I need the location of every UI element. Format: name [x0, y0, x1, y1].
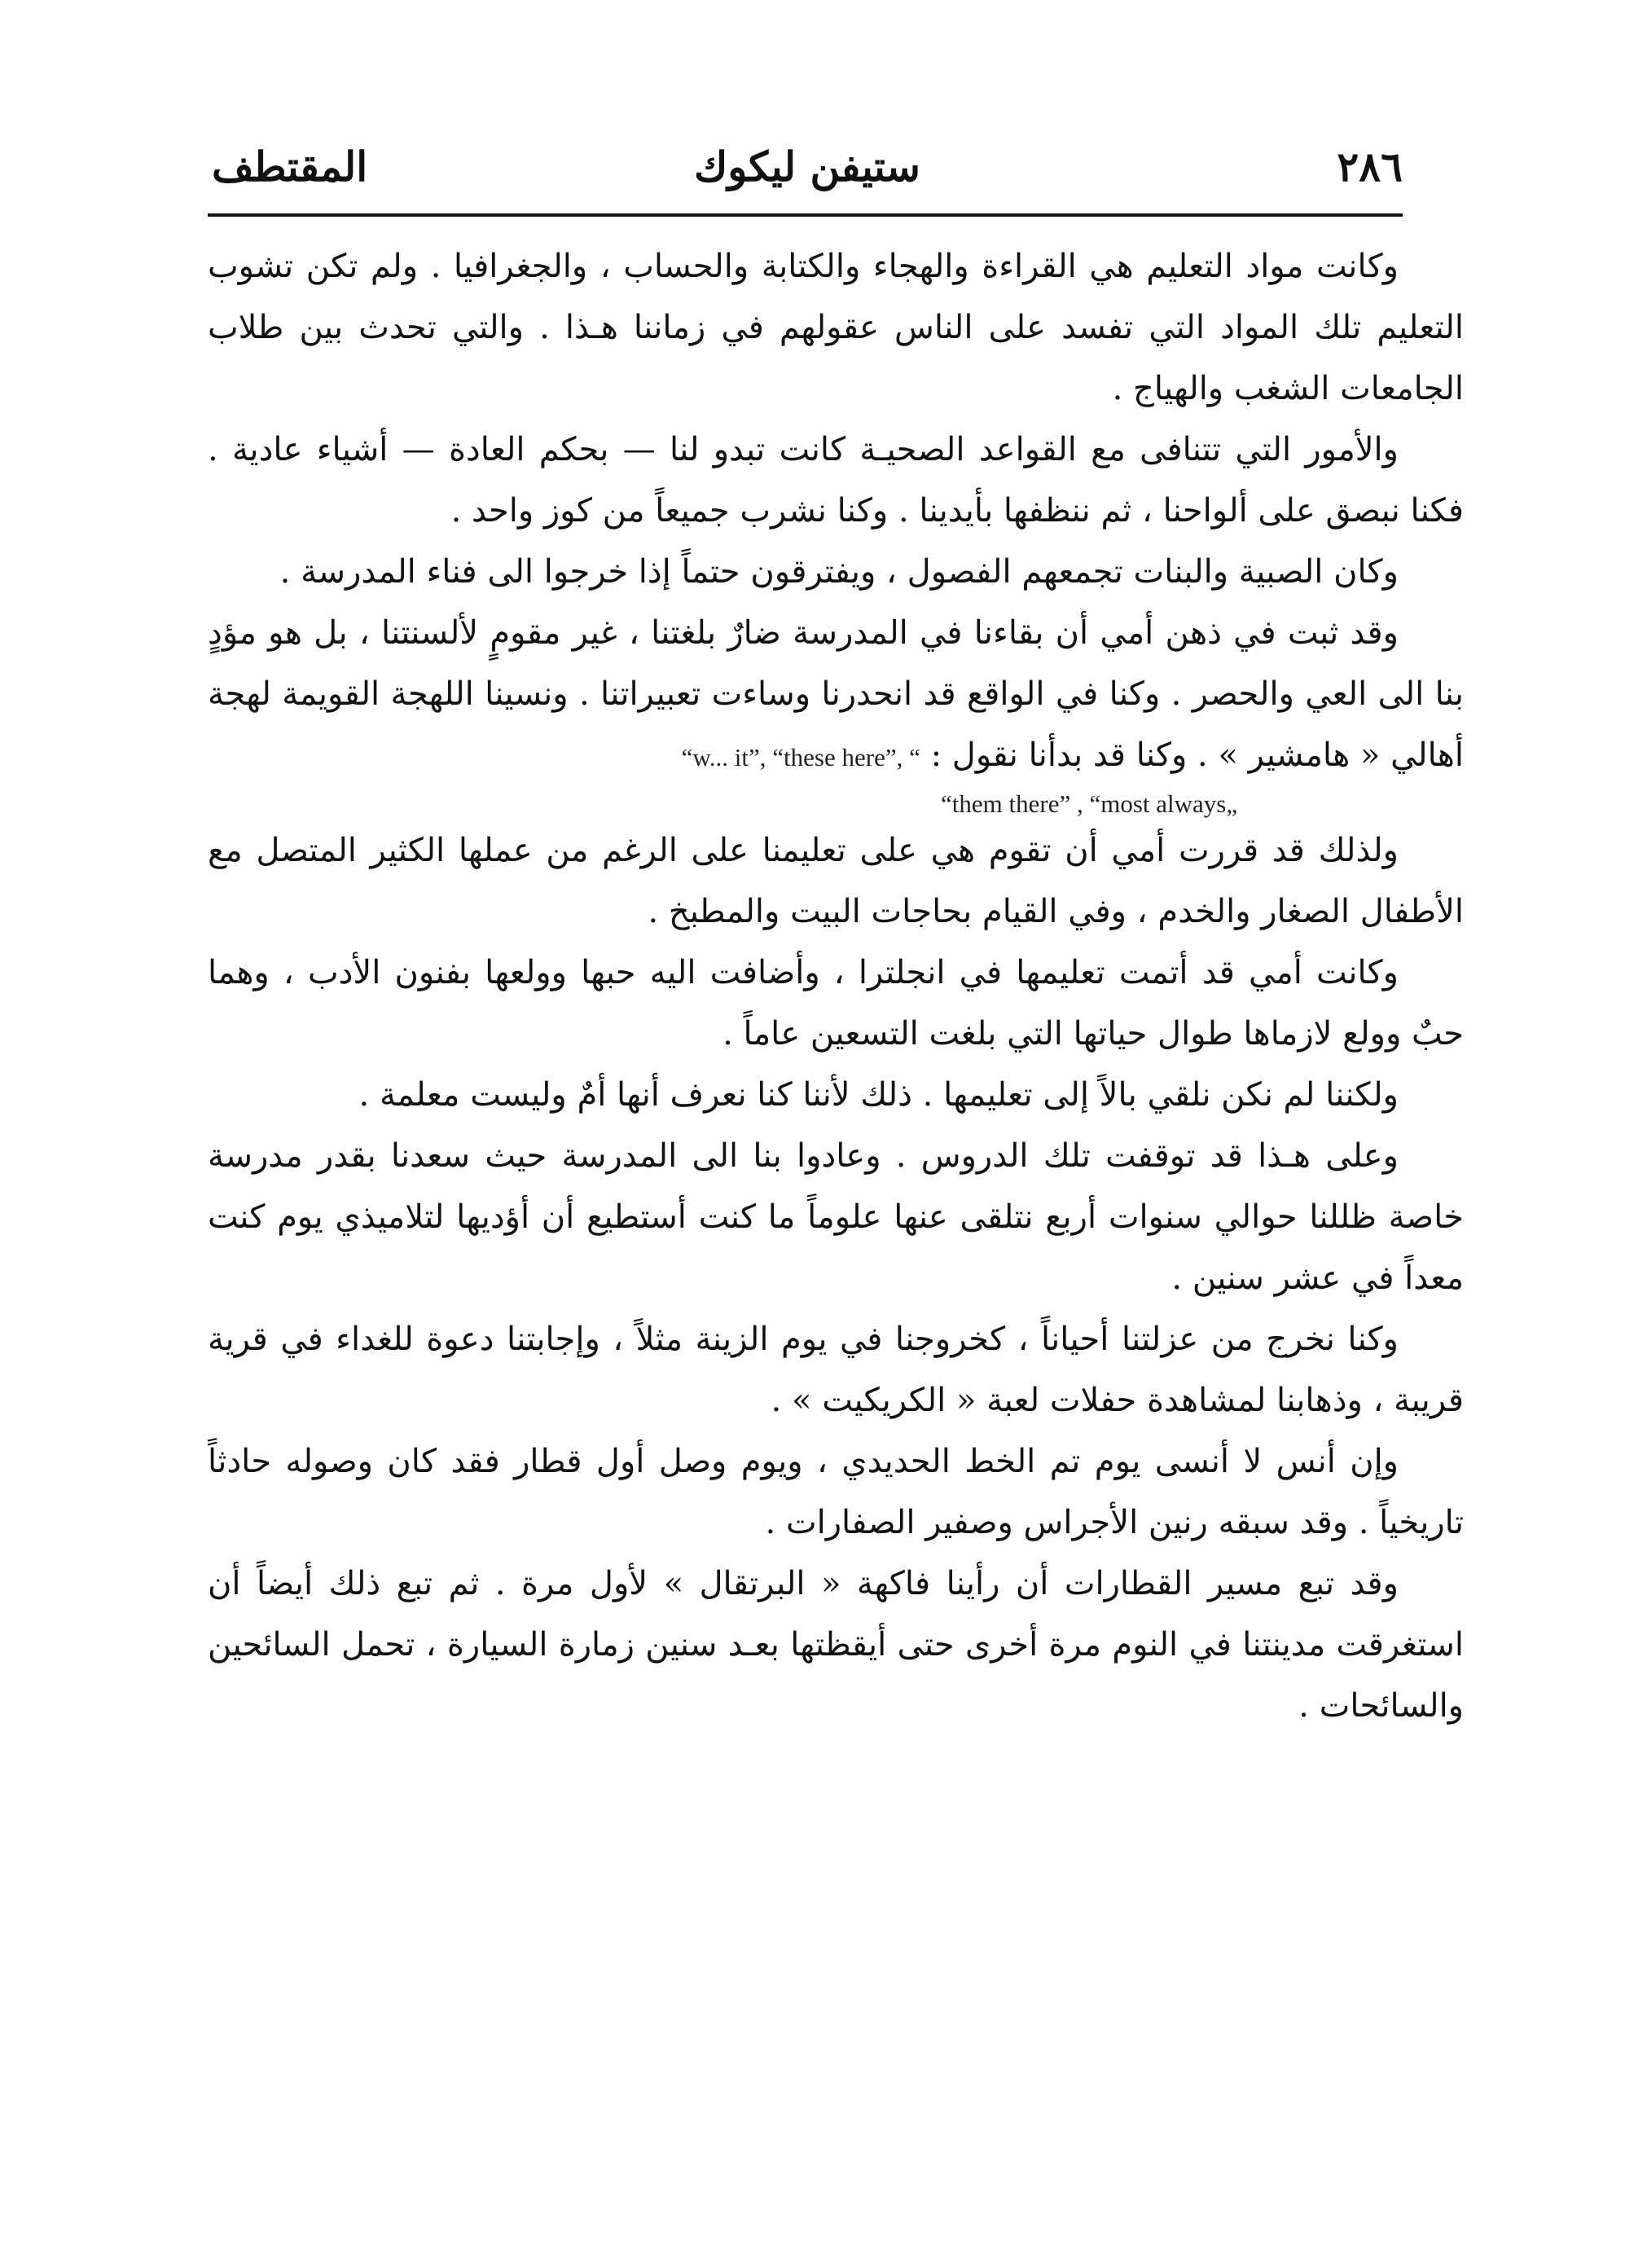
- paragraph-mother-education: وكانت أمي قد أتمت تعليمها في انجلترا ، وأضافت اليه حبها وولعها بفنون الأدب ، وهما حبٌ وولع لازماها طوال حياتها التي بلغت التسعين عاماً .: [208, 954, 1464, 1053]
- header-rule: [208, 213, 1403, 217]
- journal-name: المقتطف: [212, 143, 368, 191]
- paragraph-hygiene: والأمور التي تتنافى مع القواعد الصحيـة كانت تبدو لنا — بحكم العادة — أشياء عادية . فكنا نبصق على ألواحنا ، ثم ننظفها بأيدينا . وكنا نشرب جميعاً من كوز واحد .: [208, 431, 1464, 530]
- paragraph-language-text: وقد ثبت في ذهن أمي أن بقاءنا في المدرسة ضارٌ بلغتنا ، غير مقومٍ لألسنتنا ، بل هو مؤدٍ بنا الى العي والحصر . وكنا في الواقع قد انحدرنا وساءت تعبيراتنا . ونسينا اللهجة القويمة لهجة أهالي « هامشير » . وكنا قد بدأنا نقول :: [208, 614, 1464, 774]
- paragraph-inattention: ولكننا لم نكن نلقي بالاً إلى تعليمها . ذلك لأننا كنا نعرف أنها أمٌ وليست معلمة .: [358, 1076, 1399, 1114]
- paragraph-outings: وكنا نخرج من عزلتنا أحياناً ، كخروجنا في يوم الزينة مثلاً ، وإجابتنا دعوة للغداء في قرية قريبة ، وذهابنا لمشاهدة حفلات لعبة « الكريكيت » .: [208, 1321, 1464, 1419]
- paragraph-language: [208, 603, 1464, 788]
- paragraph-mother-teaching: ولذلك قد قررت أمي أن تقوم هي على تعليمنا على الرغم من عملها الكثير المتصل مع الأطفال الصغار والخدم ، وفي القيام بحاجات البيت والمطبخ .: [208, 832, 1464, 930]
- paragraph-oranges: وقد تبع مسير القطارات أن رأينا فاكهة « البرتقال » لأول مرة . ثم تبع ذلك أيضاً أن استغرقت مدينتنا في النوم مرة أخرى حتى أيقظتها بعـد سنين زمارة السيارة ، تحمل السائحين والسائحات .: [208, 1565, 1464, 1725]
- english-quote-line: “them there” , “most always„: [941, 789, 1238, 818]
- page-number: ٢٨٦: [1337, 143, 1403, 191]
- paragraph-railway: وإن أنس لا أنسى يوم تم الخط الحديدي ، ويوم وصل أول قطار فقد كان وصوله حادثاً تاريخياً . وقد سبقه رنين الأجراس وصفير الصفارات .: [208, 1443, 1464, 1541]
- paragraph-coeducation: وكان الصبية والبنات تجمعهم الفصول ، ويفترقون حتماً إذا خرجوا الى فناء المدرسة .: [279, 553, 1399, 591]
- running-head: [212, 138, 1403, 196]
- paragraph-curriculum: وكانت مواد التعليم هي القراءة والهجاء والكتابة والحساب ، والجغرافيا . ولم تكن تشوب التعليم تلك المواد التي تفسد على الناس عقولهم في زماننا هـذا . والتي تحدث بين طلاب الجامعات الشغب والهياج .: [208, 248, 1465, 407]
- article-body: [208, 236, 1464, 1737]
- article-title: ستيفن ليكوك: [694, 143, 920, 191]
- english-quote-inline: “w... it”, “these here”, “: [681, 743, 920, 771]
- paragraph-private-school: وعلى هـذا قد توقفت تلك الدروس . وعادوا بنا الى المدرسة حيث سعدنا بقدر مدرسة خاصة ظللنا حوالي سنوات أربع نتلقى عنها علوماً ما كنت أستطيع أن أؤديها لتلاميذي يوم كنت معداً في عشر سنين .: [208, 1137, 1464, 1297]
